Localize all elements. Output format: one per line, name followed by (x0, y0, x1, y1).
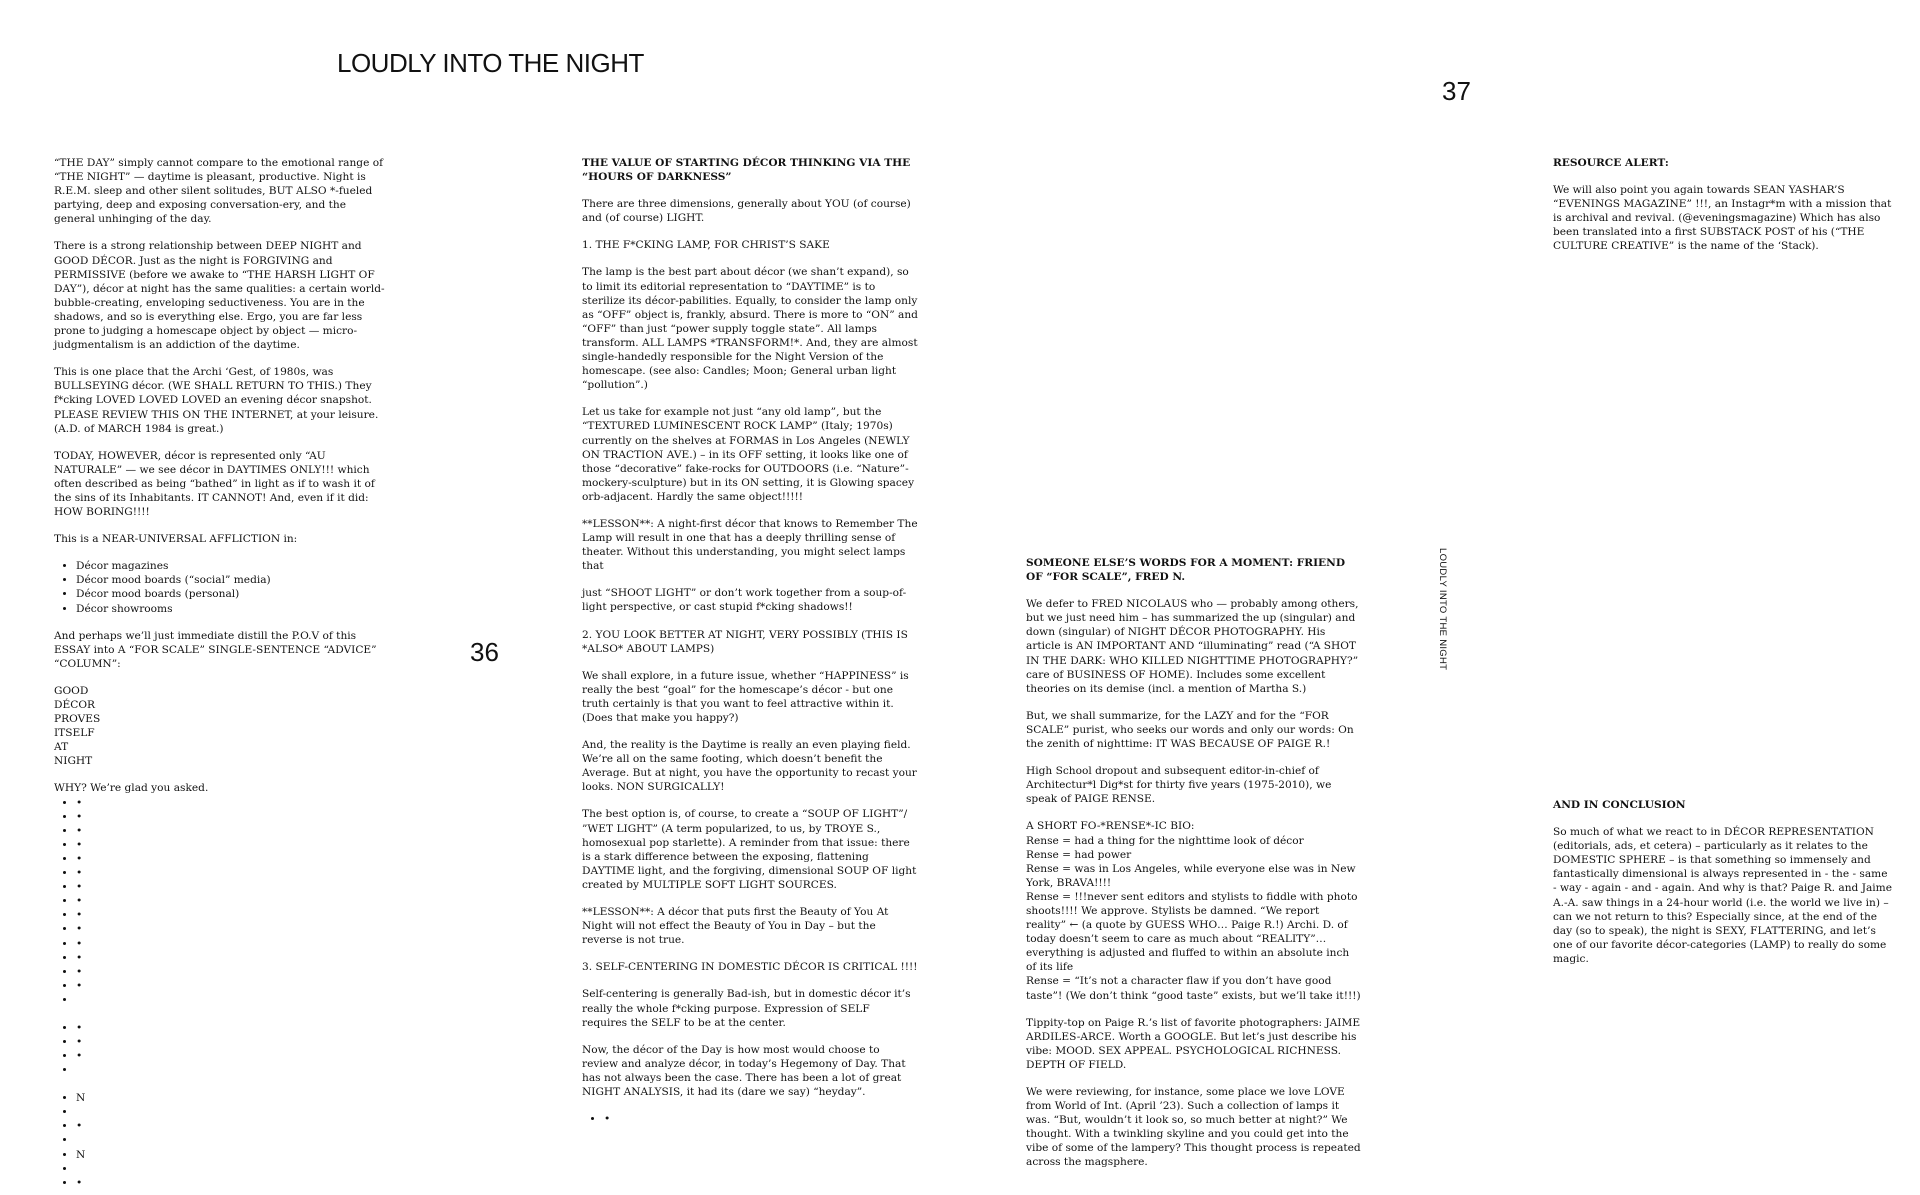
stack-word: DÉCOR (54, 699, 95, 711)
paragraph: High School dropout and subsequent editor-in-chief of Architectur*l Dig*st for thirty five years (1975-2010), we speak of PAIGE RENSE. (1026, 765, 1332, 806)
running-title: LOUDLY INTO THE NIGHT (337, 48, 644, 78)
paragraph: **LESSON**: A décor that puts first the Beauty of You At Night will not effect the Beauty of You in Day – but the reverse is not true. (582, 906, 889, 947)
bullet (76, 1021, 390, 1035)
bullet (76, 1119, 390, 1133)
list-item: • Décor magazines (76, 559, 390, 573)
list-item: • Décor mood boards (“social” media) (76, 573, 390, 587)
bullet (76, 979, 390, 993)
page-number-left: 36 (470, 637, 499, 667)
page-number-right: 37 (1442, 76, 1471, 106)
paragraph: 3. SELF-CENTERING IN DOMESTIC DÉCOR IS CRITICAL !!!! (582, 961, 918, 974)
paragraph: Now, the décor of the Day is how most would choose to review and analyze décor, in today’s Hegemony of Day. That has not always been the case. There has been a lot of great NIGHT ANALYSIS, it had its (dare we say) “heyday”. (582, 1043, 906, 1098)
column-2 (582, 156, 918, 1136)
column-4-conclusion (1553, 798, 1893, 978)
stack-word: ITSELF (54, 727, 95, 740)
paragraph: The lamp is the best part about décor (we shan’t expand), so to limit its editorial representation to “DAYTIME” is to sterilize its décor-pabilities. Equally, to consider the lamp only as “OFF” object is, frankly, absurd. There is more to “ON” and “OFF” than just “power supply toggle state”. All lamps transform. ALL LAMPS *TRANSFORM!*. And, they are almost single-handedly responsible for the Night Version of the homescape. (see also: Candles; Moon; General urban light “pollution”.) (582, 266, 918, 392)
column-1 (54, 156, 390, 1166)
empty-bullet-list (54, 796, 390, 1190)
bullet (76, 796, 390, 810)
paragraph: We were reviewing, for instance, some place we love LOVE from World of Int. (April ’23). Such a collection of lamps it was. “But, wouldn’t it look so, so much better at night?” We thought. With a twinkling skyline and you could get into the vibe of some of the lampery? This thought process is repeated across the magsphere. (1026, 1086, 1361, 1169)
paragraph: But, we shall summarize, for the LAZY and for the “FOR SCALE” purist, who seeks our words and only our words: On the zenith of nighttime: IT WAS BECAUSE OF PAIGE R.! (1026, 709, 1354, 751)
list-item: • Décor showrooms (76, 602, 390, 616)
blank-line (76, 1133, 390, 1147)
bio-line: Rense = had a thing for the nighttime look of décor (1026, 834, 1304, 847)
paragraph: The best option is, of course, to create a “SOUP OF LIGHT”/ ”WET LIGHT” (A term popularized, to us, by TROYE S., homosexual pop starlette). A reminder from that issue: there is a stark difference between the exposing, flattening DAYTIME light, and the forgiving, dimensional SOUP OF light created by MULTIPLE SOFT LIGHT SOURCES. (582, 808, 917, 891)
stack-word: AT (54, 741, 69, 754)
bullet (76, 965, 390, 979)
side-running-title: LOUDLY INTO THE NIGHT (1437, 548, 1448, 671)
paragraph: TODAY, HOWEVER, décor is represented only “AU NATURALE” — we see décor in DAYTIMES ONLY!!! which often described as being “bathed” in light as if to wash it of the sins of its Inhabitants. IT CANNOT! And, even if it did: HOW BORING!!!! (54, 449, 375, 519)
paragraph: We will also point you again towards SEAN YASHAR’S “EVENINGS MAGAZINE” !!!, an Instagr*m with a mission that is archival and revival. (@eveningsmagazine) Which has also been translated into a first SUBSTACK POST of his (“THE CULTURE CREATIVE” is the name of the ‘Stack). (1553, 184, 1892, 253)
stack-word: PROVES (54, 713, 101, 726)
blank-line (76, 1105, 390, 1119)
bullet (76, 838, 390, 852)
blank-line (76, 1063, 390, 1091)
empty-bullet-list (582, 1112, 918, 1126)
letter-line: • N (76, 1091, 390, 1105)
bullet (76, 894, 390, 908)
stack-word: GOOD (54, 684, 89, 697)
bio-line: Rense = was in Los Angeles, while everyone else was in New York, BRAVA!!!! (1026, 862, 1356, 889)
section-heading: SOMEONE ELSE’S WORDS FOR A MOMENT: FRIEND OF “FOR SCALE”, FRED N. (1026, 557, 1346, 584)
paragraph: just “SHOOT LIGHT” or don’t work together from a soup-of-light perspective, or cast stupid f*cking shadows!! (582, 587, 907, 614)
bullet (76, 1176, 390, 1190)
paragraph: There are three dimensions, generally about YOU (of course) and (of course) LIGHT. (582, 198, 911, 225)
paragraph: This is one place that the Archi ‘Gest, of 1980s, was BULLSEYING décor. (WE SHALL RETURN TO THIS.) They f*cking LOVED LOVED LOVED an evening décor snapshot. PLEASE REVIEW THIS ON THE INTERNET, at your leisure. (A.D. of MARCH 1984 is great.) (54, 366, 379, 435)
paragraph: Self-centering is generally Bad-ish, but in domestic décor it’s really the whole f*cking purpose. Expression of SELF requires the SELF to be at the center. (582, 988, 911, 1029)
blank-line (76, 993, 390, 1021)
section-heading: RESOURCE ALERT: (1553, 157, 1669, 169)
paragraph: **LESSON**: A night-first décor that knows to Remember The Lamp will result in one that has a deeply thrilling sense of theater. Without this understanding, you might select lamps that (582, 517, 918, 573)
bullet (76, 1049, 390, 1063)
bio-line: Rense = “It’s not a character flaw if you don’t have good taste”! (We don’t think “good taste” exists, but we’ll take it!!!) (1026, 975, 1361, 1002)
bio-title: A SHORT FO-*RENSE*-IC BIO: (1026, 820, 1195, 833)
paragraph: There is a strong relationship between DEEP NIGHT and GOOD DÉCOR. Just as the night is FORGIVING and PERMISSIVE (before we awake to “THE HARSH LIGHT OF DAY”), décor at night has the same qualities: a certain world-bubble-creating, enveloping seductiveness. You are in the shadows, and so is everything else. Ergo, you are far less prone to judging a homescape object by object — micro-judgmentalism is an addiction of the daytime. (54, 240, 385, 352)
bullet (76, 852, 390, 866)
paragraph: So much of what we react to in DÉCOR REPRESENTATION (editorials, ads, et cetera) – particularly as it relates to the DOMESTIC SPHERE – is that something so immensely and fantastically dimensional is always represented in - the - same - way - again - and - again. And why is that? Paige R. and Jaime A.-A. saw things in a 24-hour world (i.e. the world we live in) – can we not return to this? Especially since, at the end of the day (so to speak), the night is SEXY, FLATTERING, and let’s one of our favorite décor-categories (LAMP) to really do some magic. (1553, 826, 1892, 965)
paragraph: And, the reality is the Daytime is really an even playing field. We’re all on the same footing, which doesn’t benefit the Average. But at night, you have the opportunity to recast your looks. NON SURGICALLY! (582, 739, 917, 794)
paragraph: Tippity-top on Paige R.’s list of favorite photographers: JAIME ARDILES-ARCE. Worth a GOOGLE. But let’s just describe his vibe: MOOD. SEX APPEAL. PSYCHOLOGICAL RICHNESS. DEPTH OF FIELD. (1026, 1016, 1361, 1071)
paragraph: This is a NEAR-UNIVERSAL AFFLICTION in: (54, 533, 298, 546)
paragraph: We shall explore, in a future issue, whether “HAPPINESS” is really the best “goal” for the homescape’s décor - but one truth certainly is that you want to feel attractive within it. (Does that make you happy?) (582, 669, 909, 724)
affliction-list (54, 559, 390, 615)
section-heading: AND IN CONCLUSION (1553, 799, 1686, 811)
column-4-top (1553, 156, 1893, 316)
bullet (604, 1112, 918, 1126)
bullet (76, 1035, 390, 1049)
advice-stack (54, 684, 390, 769)
bullet (76, 866, 390, 880)
paragraph: Let us take for example not just “any old lamp”, but the “TEXTURED LUMINESCENT ROCK LAMP” (Italy; 1970s) currently on the shelves at FORMAS in Los Angeles (NEWLY ON TRACTION AVE.) – in its OFF setting, it looks like one of those “decorative” fake-rocks for OUTDOORS (i.e. “Nature”-mockery-sculpture) but in its ON setting, it is Glowing spacey orb-adjacent. Hardly the same object!!!!! (582, 406, 915, 503)
bullet (76, 880, 390, 894)
letter-line: • N (76, 1148, 390, 1162)
list-item: • Décor mood boards (personal) (76, 587, 390, 601)
bullet (76, 810, 390, 824)
paragraph: WHY? We’re glad you asked. (54, 782, 209, 795)
paragraph: And perhaps we’ll just immediate distill the P.O.V of this ESSAY into A “FOR SCALE” SINGLE-SENTENCE “ADVICE” “COLUMN”: (54, 629, 377, 670)
bullet (76, 908, 390, 922)
bullet (76, 951, 390, 965)
stack-word: NIGHT (54, 755, 93, 768)
paragraph: 2. YOU LOOK BETTER AT NIGHT, VERY POSSIBLY (THIS IS *ALSO* ABOUT LAMPS) (582, 628, 908, 655)
bullet (76, 937, 390, 951)
paragraph: 1. THE F*CKING LAMP, FOR CHRIST’S SAKE (582, 239, 830, 252)
bullet (76, 922, 390, 936)
bio-line: Rense = !!!never sent editors and stylists to fiddle with photo shoots!!!! We approve. Stylists be damned. “We report reality” ← (a quote by GUESS WHO… Paige R.!) Archi. D. of today doesn’t seem to care as much about “REALITY”… everything is adjusted and fluffed to within an absolute inch of its life (1026, 890, 1358, 974)
bullet (76, 824, 390, 838)
column-3 (1026, 556, 1362, 1169)
paragraph: We defer to FRED NICOLAUS who — probably among others, but we just need him – has summarized the up (singular) and down (singular) of NIGHT DÉCOR PHOTOGRAPHY. His article is AN IMPORTANT AND “illuminating” read (“A SHOT IN THE DARK: WHO KILLED NIGHTTIME PHOTOGRAPHY?” care of BUSINESS OF HOME). Includes some excellent theories on its demise (incl. a mention of Martha S.) (1026, 598, 1359, 695)
paragraph: “THE DAY” simply cannot compare to the emotional range of “THE NIGHT” — daytime is pleasant, productive. Night is R.E.M. sleep and other silent solitudes, BUT ALSO *-fueled partying, deep and exposing conversation-ery, and the general unhinging of the day. (54, 157, 384, 226)
section-heading: THE VALUE OF STARTING DÉCOR THINKING VIA THE “HOURS OF DARKNESS” (582, 157, 911, 184)
bio-line: Rense = had power (1026, 848, 1132, 861)
blank-line (76, 1162, 390, 1176)
